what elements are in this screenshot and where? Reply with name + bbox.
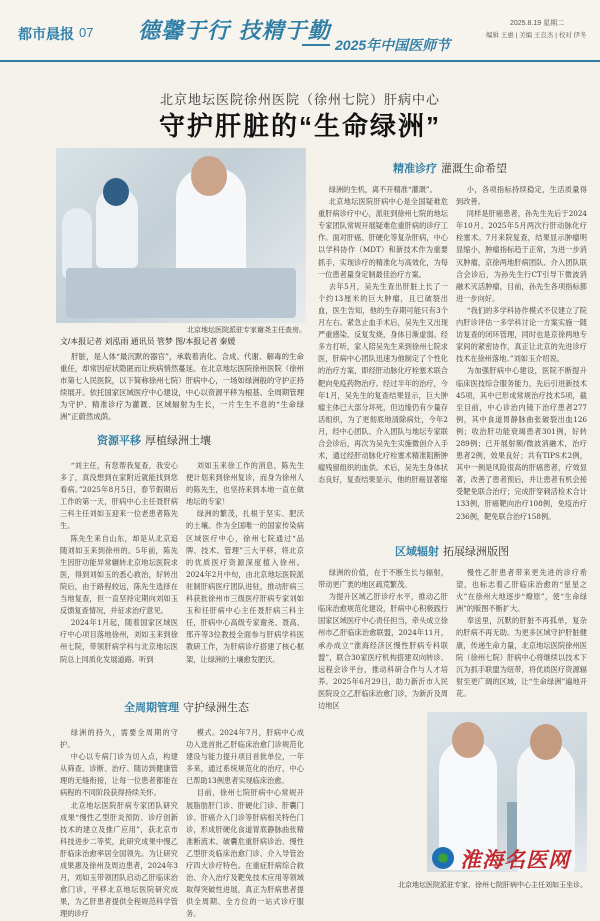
newspaper-name: 都市晨报	[18, 26, 74, 42]
text-column: 绿洲的生机，离不开精准“灌溉”。 北京地坛医院肝病中心是全国疑难危重肝病诊疗中心，派驻到徐州七院的地坛专家团队常规开展疑难危重肝病的诊疗工作。面对肝癌、肝硬化等复杂肝病，中心以学科协作（MDT）和新技术作为重要抓手，实现诊疗的精准化与高效化，为每一位患者量身定制最佳治疗方案。 去年5月，吴先生查出肝脏上长了一个约13厘米的巨大肿瘤，且已破裂出血，医生告知，他的生存期可能只有3个月左右。紧急止血手术后，吴先生又出现严重感染、反复发烧，身体日渐虚弱。经多方打听，家人陪吴先生来到徐州七院求医，肝病中心团队迅速为他制定了个性化的治疗方案，即经肝动脉化疗栓塞术联合靶向免疫药物治疗。经过半年的治疗，今年1月，吴先生的复查结果显示，巨大肿瘤主体已大部分坏死，但边缘仍有少量存活组织，为了更彻底地清除病灶，今年2月，经中心团队、介入团队与地坛专家联合会诊后，再次为吴先生实施微创介入手术，通过经肝动脉化疗栓塞术精准阻断肿瘤残留组织的血供。术后，吴先生身体状态良好，复查结果显示，他的肝癌显著缩	[318, 185, 448, 485]
photo-caption: 北京地坛医院派驻专家、徐州七院肝病中心主任刘如玉坐诊。	[398, 882, 587, 889]
section-heading: 精准诊疗 灌溉生命希望	[393, 163, 507, 175]
article-kicker: 北京地坛医院徐州医院（徐州七院）肝病中心	[159, 93, 440, 108]
text-column: 刘如玉来徐工作的消息，陈先生便计划来到徐州复诊，而身为徐州人的陈先生，也坚持来到本地一直在做地坛的专家！ 绿洲的繁茂，扎根于坚实、肥沃的土壤。作为全国唯一的国家传染病区域医疗中心，徐州七院通过“品牌、技术、管理”三大平移，将北京的优质医疗资源深度植入徐州。2024年2月中旬，由北京地坛医院派驻制肝病医疗团队进驻，推动肝病三科获批徐州市三级医疗肝病专家刘如玉和任肝病中心主任聂肝病三科主任，肝病中心高级专家谢尧、聂高、邢卉等3位教授全面参与肝病学科医教研工作，为肝病诊疗搭建了核心框架，让绿洲的土壤愈发肥沃。	[186, 461, 304, 664]
article-headline: 守护肝脏的“生命绿洲”	[158, 111, 441, 141]
photo-doctor-ward-round	[56, 148, 306, 323]
section-heading: 资源平移 厚植绿洲土壤	[97, 435, 211, 447]
photo-caption: 北京地坛医院派驻专家谢尧主任查房。	[187, 327, 306, 334]
article-intro: 肝脏，是人体“最沉默的器官”，承载着消化、合成、代谢、解毒的生命重任，却常因症状隐匿而让疾病悄然蔓延。在北京地坛医院徐州医院（徐州市第七人民医院，以下简称徐州七院）肝病中心，一场如绿洲般的守护正持续展开。依托国家区域医疗中心建设，中心以资源平移为根基、全周期管理为守护、精准诊疗为灌溉、区域辐射为生长，一片生生不息的“生命绿洲”正蔚然成荫。	[60, 352, 304, 421]
logo-text: 淮海名医网	[460, 847, 570, 872]
header-slogan: 德馨于行 技精于勤	[138, 18, 331, 44]
text-column: 绿洲的持久，需要全周期的守护。 中心以专病门诊为切入点，构建从筛查、诊断、治疗、随访到健康管理的无缝衔接，让每一位患者都能在病程的不同阶段获得持续关怀。 北京地坛医院肝病专家团队研究成果“慢性乙型肝炎预防、诊疗创新技术的建立及推广应用”，获北京市科技进步二等奖，此研究成果中慢乙肝临床治愈率居全国领先。为让研究成果惠及徐州及周边患者，2024年3月，刘如玉带领团队启动乙肝临床治愈门诊，平移北京地坛医院研究成果，为乙肝患者提供全程规范科学管理的诊疗	[60, 728, 178, 919]
issue-date: 2025.8.19 星期二	[510, 20, 565, 27]
text-column: “刘主任，有您帮我复查，我安心多了，真没想到在家附近就能找到您看病。”2025年8月5日，春节假期后工作的第一天，肝病中心主任聂肝病三科主任刘如玉迎来一位老患者陈先生。 陈先生来自山东，却是从北京追随刘如玉来到徐州的。5年前，陈先生因肝功能异常辗转北京地坛医院求医，得到刘如玉的悉心救治，好转出院后，由于路程较远，陈先生选择在当地复查，但一直坚持定期向刘如玉反馈复查情况，并征求治疗意见。 2024年1月起，随着国家区域医疗中心项目落地徐州，刘如玉来到徐州七院，带领肝病学科与北京地坛医院总上同质化发展道路。听到	[60, 461, 178, 664]
byline: 文/本报记者 刘泓雨 通讯员 管梦 图/本报记者 秦媛	[60, 337, 236, 346]
festival-title: 2025年中国医师节	[335, 37, 451, 53]
section-heading: 区域辐射 拓展绿洲版图	[395, 546, 509, 558]
text-column: 小，各项指标持续稳定，生活质量得到改善。 同样是肝癌患者，孙先生先后于2024年10月、2025年5月两次行肝动脉化疗栓塞术。7月来院复查，结果显示肿瘤明显缩小，肿瘤指标趋于正常，为进一步消灭肿瘤，京徐两地肝病团队、介入团队联合会诊后，为孙先生行CT引导下微波消融术灭活肿瘤，目前，孙先生各项指标都进一步向好。 “我们的多学科协作模式不仅建立了院内肝诊评估一多学科讨论一方案实施一随访复查的闭环管理，同时也是京徐两地专家间的紧密协作，真正让北京的先进诊疗技术在徐州落地。”刘如玉介绍说。 为加强肝病中心建设，医院不断提升临床医技综合服务能力，先后引进新技术45项，其中已形成常规治疗技术5项，截至目前，中心诊治内镜下治疗患者277例，其中食道胃静脉曲张破裂出血126例；收治肝功能衰竭患者301例，好转289例；已开展射频/微波消融术，治疗患者2例，效果良好；共有TIPS术2例，其中一例是风险很高的肝癌患者，疗效显著，改善了患者预后，并让患者有机会接受靶免联合治疗；完成肝穿刺活检术合计133例，肝癌靶向治疗108例，免疫治疗236例，靶免联合治疗158例。	[456, 185, 587, 521]
logo-icon	[432, 847, 454, 869]
editor-credits: 编辑 王惠 | 美编 王良杰 | 校对 伊冬	[486, 32, 587, 39]
watermark-logo	[432, 845, 592, 871]
text-column: 绿洲的价值，在于不断生长与辐射，带动更广袤的地区疏荒繁茂。 为提升区域乙肝诊疗水平，推动乙肝临床治愈规范化建设，肝病中心积极践行国家区域医疗中心责任担当，牵头成立徐州市乙肝临床治愈联盟，2024年11月，承办成立“淮海经济区慢性肝病专科联盟”，联合30家医疗机构搭建双向转诊、远程会诊平台，推动科研合作与人才培养。2025年6月29日，助力新沂市人民医院设立乙肝临床治愈门诊，为新沂及周边地区	[318, 568, 448, 711]
text-column: 慢性乙肝患者带来更先进的诊疗希望，也标志着乙肝临床治愈的“星星之火”在徐州大地逐步“燎原”，使“生命绿洲”的版图不断扩大。 奉送里，沉默的肝脏不再孤单，复杂的肝病不再无助。为更多区域守护肝脏健康，传递生命力量，北京地坛医院徐州医院（徐州七院）肝病中心将继续以技术下沉为抓手联盟为纽带，将优质医疗资源辐射至更广阔的区域，让“生命绿洲”遍地开花。	[456, 568, 587, 698]
header-divider	[302, 44, 330, 46]
section-heading: 全周期管理 守护绿洲生态	[124, 702, 249, 714]
page-number: 07	[79, 25, 94, 40]
text-column: 模式。2024年7月，肝病中心成功入选首批乙肝临床治愈门诊规范化建设与能力提升项目首批单位，一年多来，通过系统规范化的治疗，中心已帮助13例患者实现临床治愈。 目前，徐州七院肝病中心常规开展脂肪肝门诊、肝硬化门诊、肝囊门诊、肝癌介入门诊等肝病相关特色门诊，形成肝硬化食道胃底静脉曲张精准断流术、破囊危重肝病诊治、慢性乙型肝炎临床治愈门诊、介入导管治疗四大诊疗特色。在重症肝病综合救治、介入治疗及靶免技术应用等领域取得突破性进展，真正为肝病患者提供全周期、全方位的一站式诊疗服务。	[186, 728, 304, 919]
